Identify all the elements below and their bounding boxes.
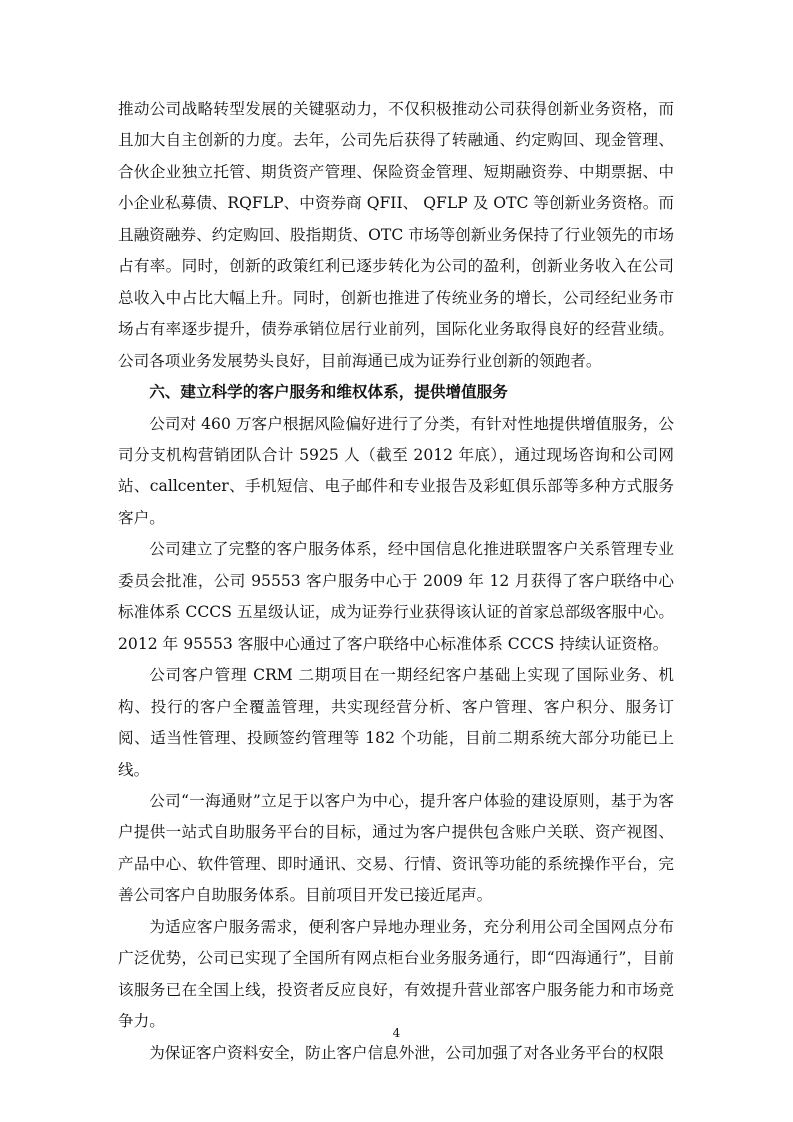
- paragraph: 为保证客户资料安全，防止客户信息外泄，公司加强了对各业务平台的权限: [149, 1043, 664, 1062]
- paragraph: 公司建立了完整的客户服务体系，经中国信息化推进联盟客户关系管理专业委员会批准，公司 95553 客户服务中心于 2009 年 12 月获得了客户联络中心标准体系 CCCS 五星级认证，成为证券行业获得该认证的首家总部级客服中心。2012 年 95553 客服中心通过了客户联络中心标准体系 CCCS 持续认证资格。: [118, 540, 674, 653]
- section-heading: 六、建立科学的客户服务和维权体系，提供增值服务: [149, 383, 508, 402]
- paragraph: 公司对 460 万客户根据风险偏好进行了分类，有针对性地提供增值服务，公司分支机构营销团队合计 5925 人（截至 2012 年底），通过现场咨询和公司网站、callcenter、手机短信、电子邮件和专业报告及彩虹俱乐部等多种方式服务客户。: [118, 414, 674, 527]
- paragraph: 为适应客户服务需求，便利客户异地办理业务，充分利用公司全国网点分布广泛优势，公司已实现了全国所有网点柜台业务服务通行，即“四海通行”，目前该服务已在全国上线，投资者反应良好，有效提升营业部客户服务能力和市场竞争力。: [118, 917, 674, 1031]
- paragraph: 公司客户管理 CRM 二期项目在一期经纪客户基础上实现了国际业务、机构、投行的客户全覆盖管理，共实现经营分析、客户管理、客户积分、服务订阅、适当性管理、投顾签约管理等 182 个功能，目前二期系统大部分功能已上线。: [118, 666, 674, 779]
- page-body: [118, 94, 674, 1069]
- intro-paragraph: 推动公司战略转型发展的关键驱动力，不仅积极推动公司获得创新业务资格，而且加大自主创新的力度。去年，公司先后获得了转融通、约定购回、现金管理、合伙企业独立托管、期货资产管理、保险资金管理、短期融资券、中期票据、中小企业私募债、RQFLP、中资券商 QFII、 QFLP 及 OTC 等创新业务资格。而且融资融券、约定购回、股指期货、OTC 市场等创新业务保持了行业领先的市场占有率。同时，创新的政策红利已逐步转化为公司的盈利，创新业务收入在公司总收入中占比大幅上升。同时，创新也推进了传统业务的增长，公司经纪业务市场占有率逐步提升，债券承销位居行业前列，国际化业务取得良好的经营业绩。公司各项业务发展势头良好，目前海通已成为证券行业创新的领跑者。: [118, 100, 674, 370]
- page-number: 4: [392, 1026, 401, 1040]
- paragraph: 公司“一海通财”立足于以客户为中心，提升客户体验的建设原则，基于为客户提供一站式自助服务平台的目标，通过为客户提供包含账户关联、资产视图、产品中心、软件管理、即时通讯、交易、行情、资讯等功能的系统操作平台，完善公司客户自助服务体系。目前项目开发已接近尾声。: [118, 791, 674, 905]
